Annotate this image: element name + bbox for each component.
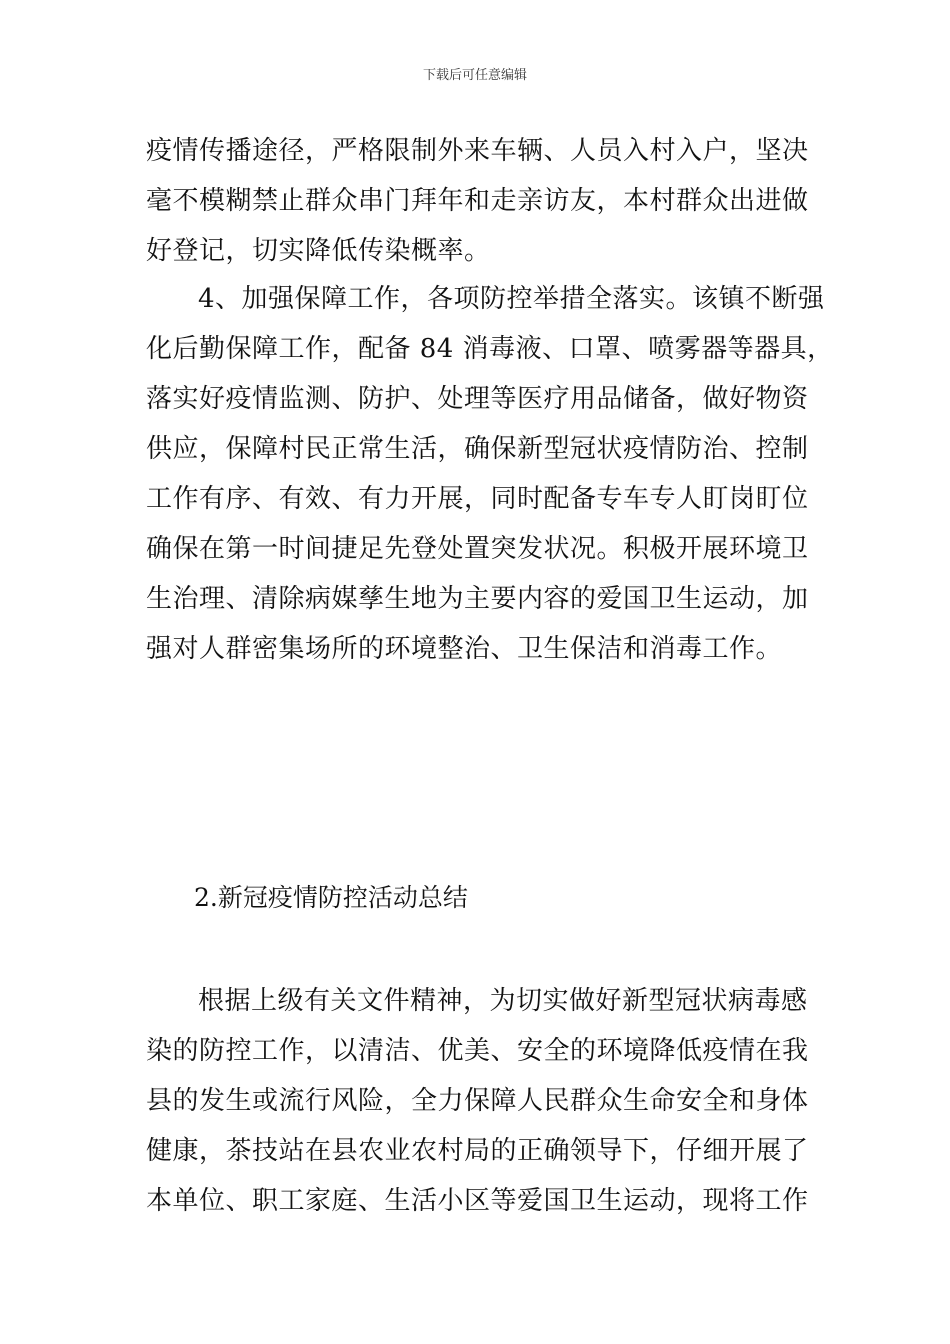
text-line: 疫情传播途径，严格限制外来车辆、人员入村入户，坚决	[146, 136, 809, 166]
header-note: 下载后可任意编辑	[422, 68, 527, 83]
text-line: 生治理、清除病媒孳生地为主要内容的爱国卫生运动，加	[146, 584, 809, 614]
text-line: 工作有序、有效、有力开展，同时配备专车专人盯岗盯位	[146, 484, 809, 514]
text-line: 县的发生或流行风险，全力保障人民群众生命安全和身体	[146, 1086, 809, 1116]
paragraph-safeguard-measures	[146, 274, 834, 674]
text-line: 落实好疫情监测、防护、处理等医疗用品储备，做好物资	[146, 384, 809, 414]
text-line-first: 4、加强保障工作，各项防控举措全落实。该镇不断强	[198, 284, 825, 314]
text-line: 好登记，切实降低传染概率。	[146, 236, 491, 266]
paragraph-summary-intro	[146, 976, 826, 1226]
text-line: 染的防控工作，以清洁、优美、安全的环境降低疫情在我	[146, 1036, 809, 1066]
text-line: 健康，茶技站在县农业农村局的正确领导下，仔细开展了	[146, 1136, 809, 1166]
text-line: 毫不模糊禁止群众串门拜年和走亲访友，本村群众出进做	[146, 186, 809, 216]
text-line: 强对人群密集场所的环境整治、卫生保洁和消毒工作。	[146, 634, 783, 664]
text-line: 供应，保障村民正常生活，确保新型冠状疫情防治、控制	[146, 434, 809, 464]
section-heading: 2.新冠疫情防控活动总结	[194, 883, 468, 912]
paragraph-continued	[146, 126, 826, 276]
text-line: 化后勤保障工作，配备 84 消毒液、口罩、喷雾器等器具，	[146, 334, 834, 364]
text-line: 本单位、职工家庭、生活小区等爱国卫生运动，现将工作	[146, 1186, 809, 1216]
text-line-first: 根据上级有关文件精神，为切实做好新型冠状病毒感	[198, 986, 808, 1016]
text-line: 确保在第一时间捷足先登处置突发状况。积极开展环境卫	[146, 534, 809, 564]
